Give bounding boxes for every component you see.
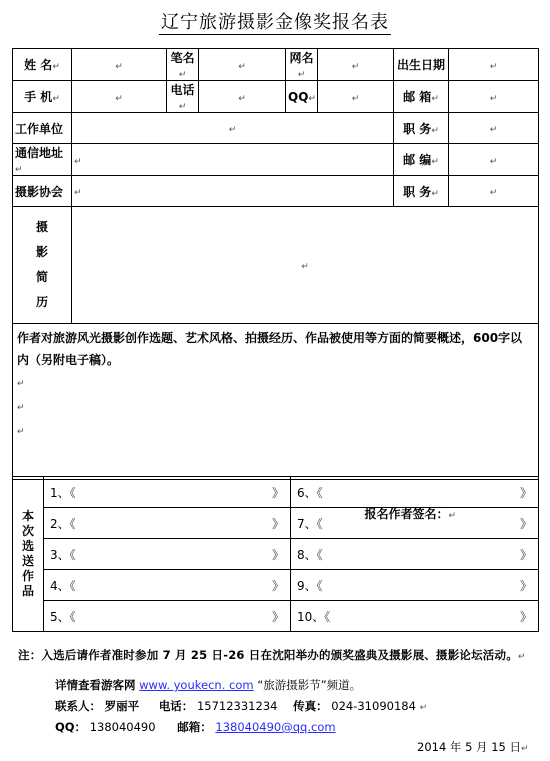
note-text: 注：入选后请作者准时参加 7 月 25 日-26 日在沈阳举办的颁奖盛典及摄影展、摄影论坛活动。↵: [18, 648, 526, 662]
net-name-label: 网名↵: [286, 49, 318, 81]
works-row: [13, 508, 539, 539]
blank-line: ↵: [17, 379, 25, 389]
address-label: 通信地址↵: [13, 144, 72, 176]
address-field[interactable]: ↵: [72, 144, 394, 176]
work-entry-5[interactable]: 5、《 》: [44, 601, 291, 632]
bio-field[interactable]: ↵: [72, 207, 539, 324]
birth-date-label: 出生日期: [394, 49, 449, 81]
row-address: [13, 144, 539, 176]
qq-label: QQ↵: [286, 81, 318, 113]
work-entry-4[interactable]: 4、《 》: [44, 570, 291, 601]
qq-email-line: QQ： 138040490 邮箱： 138040490@qq.com: [55, 720, 336, 734]
works-row: [13, 477, 539, 508]
qq-field[interactable]: ↵: [318, 81, 394, 113]
mobile-label: 手 机↵: [13, 81, 72, 113]
row-bio: [13, 207, 539, 324]
form-title: 辽宁旅游摄影金像奖报名表: [161, 12, 389, 33]
pen-name-label: 笔名↵: [167, 49, 199, 81]
net-name-field[interactable]: ↵: [318, 49, 394, 81]
telephone-field[interactable]: ↵: [199, 81, 286, 113]
association-label: 摄影协会: [13, 176, 72, 207]
row-work-unit: [13, 113, 539, 144]
contact-line: 联系人： 罗丽平 电话： 15712331234 传真： 024-31090184 ↵: [55, 699, 428, 713]
duty-field[interactable]: ↵: [449, 113, 539, 144]
blank-line: ↵: [17, 427, 25, 437]
work-entry-6[interactable]: 6、《 》: [291, 477, 539, 508]
birth-date-field[interactable]: ↵: [449, 49, 539, 81]
name-label: 姓 名↵: [13, 49, 72, 81]
telephone-label: 电话↵: [167, 81, 199, 113]
works-row: [13, 539, 539, 570]
row-association: [13, 176, 539, 207]
mobile-field[interactable]: ↵: [72, 81, 167, 113]
work-unit-field[interactable]: ↵: [72, 113, 394, 144]
date-line: 2014 年 5 月 15 日↵: [417, 740, 529, 754]
association-duty-field[interactable]: ↵: [449, 176, 539, 207]
works-label: 本 次 选 送 作 品: [13, 477, 44, 632]
association-duty-label: 职 务↵: [394, 176, 449, 207]
association-field[interactable]: ↵: [72, 176, 394, 207]
work-unit-label: 工作单位: [13, 113, 72, 144]
mailbox-field[interactable]: ↵: [449, 81, 539, 113]
signature-label: 报名作者签名：↵: [364, 506, 457, 521]
work-entry-8[interactable]: 8、《 》: [291, 539, 539, 570]
work-entry-9[interactable]: 9、《 》: [291, 570, 539, 601]
works-row: [13, 601, 539, 632]
postcode-label: 邮 编↵: [394, 144, 449, 176]
mailbox-label: 邮 箱↵: [394, 81, 449, 113]
works-table: [12, 476, 539, 632]
detail-line: 详情查看游客网 www. youkecn. com “旅游摄影节”频道。: [55, 678, 362, 692]
row-statement: [13, 324, 539, 480]
duty-label: 职 务↵: [394, 113, 449, 144]
name-field[interactable]: ↵: [72, 49, 167, 81]
email-link[interactable]: 138040490@qq.com: [215, 720, 336, 734]
work-entry-10[interactable]: 10、《 》: [291, 601, 539, 632]
statement-text: 作者对旅游风光摄影创作选题、艺术风格、拍摄经历、作品被使用等方面的简要概述，600字以内（另附电子稿）。: [17, 331, 523, 367]
postcode-field[interactable]: ↵: [449, 144, 539, 176]
statement-cell[interactable]: [13, 324, 539, 521]
pen-name-field[interactable]: ↵: [199, 49, 286, 81]
work-entry-7[interactable]: 7、《 》: [291, 508, 539, 539]
work-entry-3[interactable]: 3、《 》: [44, 539, 291, 570]
work-entry-1[interactable]: 1、《 》: [44, 477, 291, 508]
blank-line: ↵: [17, 403, 25, 413]
bio-label: 摄 影 简 历: [13, 207, 72, 324]
row-phone: [13, 81, 539, 113]
work-entry-2[interactable]: 2、《 》: [44, 508, 291, 539]
row-name: [13, 49, 539, 81]
website-link[interactable]: www. youkecn. com: [139, 678, 254, 692]
registration-table: [12, 48, 539, 521]
works-row: [13, 570, 539, 601]
